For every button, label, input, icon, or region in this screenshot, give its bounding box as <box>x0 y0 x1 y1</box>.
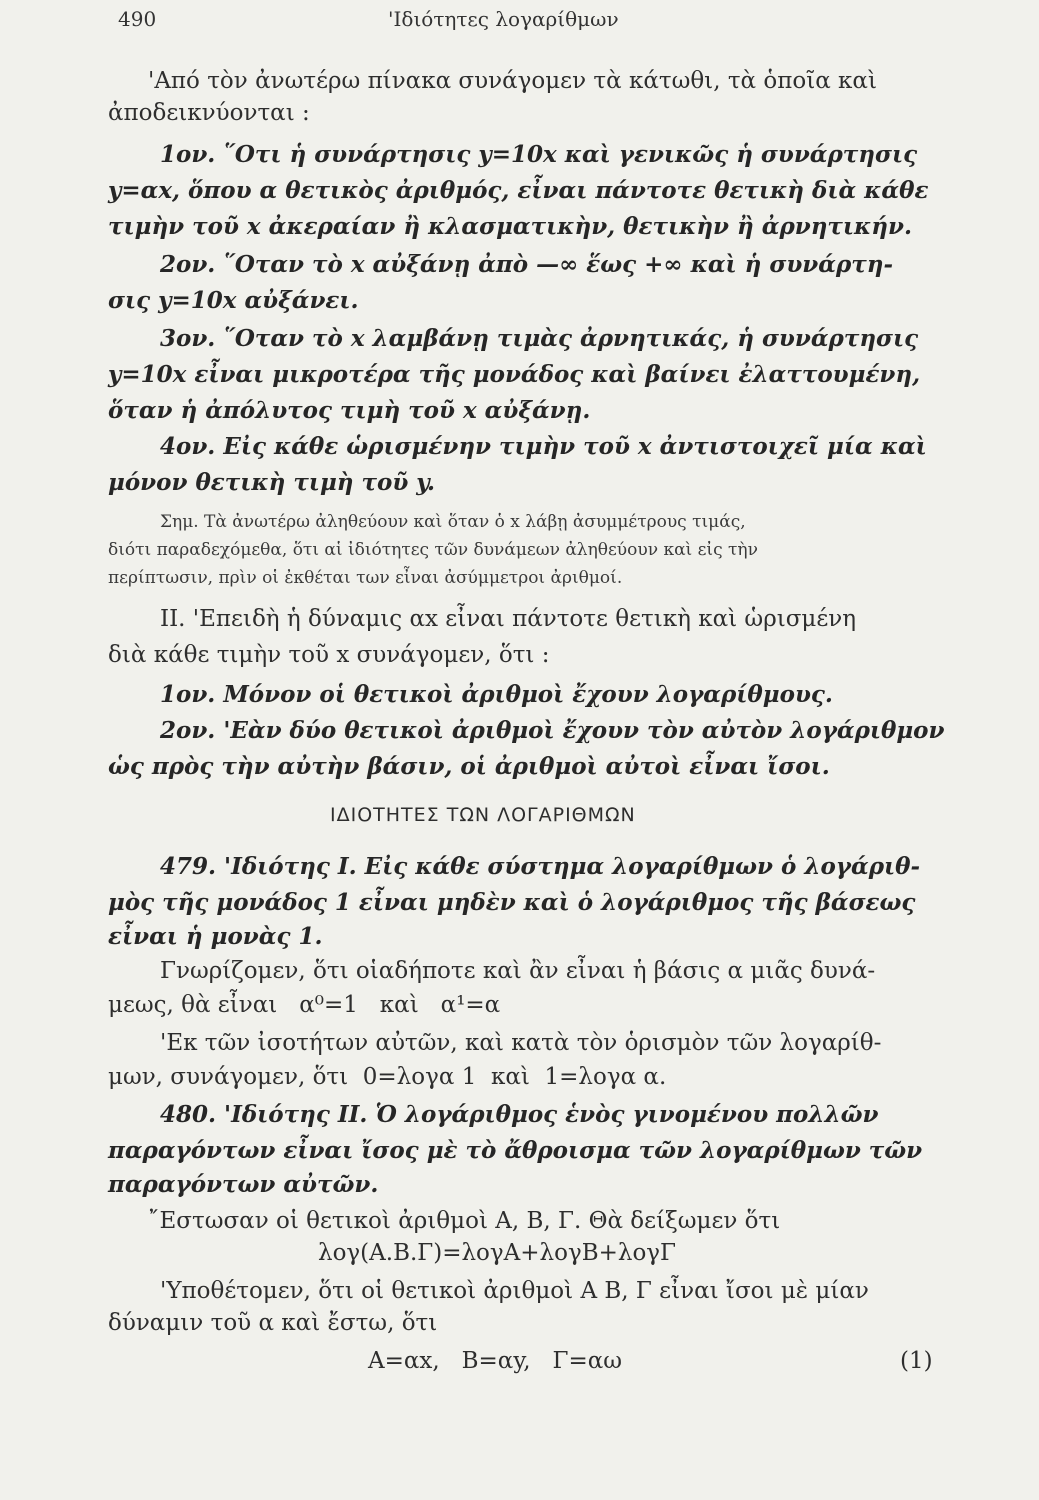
section-2-line-1: II. 'Επειδὴ ἡ δύναμις αx εἶναι πάντοτε θετικὴ καὶ ὡρισμένη <box>160 606 857 632</box>
item-4-line-2: μόνον θετικὴ τιμὴ τοῦ y. <box>108 469 436 496</box>
property-480-line-3: παραγόντων αὐτῶν. <box>108 1171 379 1198</box>
page-number: 490 <box>118 7 157 31</box>
property-480-line-1: 480. 'Ιδιότης II. Ὁ λογάριθμος ἑνὸς γινομένου πολλῶν <box>160 1101 879 1128</box>
section-heading: ΙΔΙΟΤΗΤΕΣ ΤΩΝ ΛΟΓΑΡΙΘΜΩΝ <box>330 804 636 826</box>
property-480-proof-line-3: δύναμιν τοῦ α καὶ ἔστω, ὅτι <box>108 1310 438 1336</box>
running-title: 'Ιδιότητες λογαρίθμων <box>388 7 619 31</box>
item-3-line-3: ὅταν ἡ ἀπόλυτος τιμὴ τοῦ x αὐξάνῃ. <box>108 397 591 424</box>
item-1-line-1: 1ον. ῞Οτι ἡ συνάρτησις y=10x καὶ γενικῶς ἡ συνάρτησις <box>160 141 918 168</box>
property-480-formula: λογ(Α.Β.Γ)=λογΑ+λογΒ+λογΓ <box>318 1240 677 1266</box>
property-479-proof-line-4: μων, συνάγομεν, ὅτι 0=λογα 1 καὶ 1=λογα α. <box>108 1064 667 1090</box>
item-4-line-1: 4ον. Εἰς κάθε ὡρισμένην τιμὴν τοῦ x ἀντιστοιχεῖ μία καὶ <box>160 433 927 460</box>
property-479-line-2: μὸς τῆς μονάδος 1 εἶναι μηδὲν καὶ ὁ λογάριθμος τῆς βάσεως <box>108 889 916 916</box>
note-line-3: περίπτωσιν, πρὶν οἱ ἐκθέται των εἶναι ἀσύμμετροι ἀριθμοί. <box>108 568 623 588</box>
item-2-line-1: 2ον. ῞Οταν τὸ x αὐξάνῃ ἀπὸ —∞ ἕως +∞ καὶ ἡ συνάρτη- <box>160 251 894 278</box>
property-479-line-1: 479. 'Ιδιότης I. Εἰς κάθε σύστημα λογαρίθμων ὁ λογάριθ- <box>160 853 920 880</box>
section-2-consequence-1: 1ον. Μόνον οἱ θετικοὶ ἀριθμοὶ ἔχουν λογαρίθμους. <box>160 681 833 708</box>
item-3-line-2: y=10x εἶναι μικροτέρα τῆς μονάδος καὶ βαίνει ἐλαττουμένη, <box>108 361 921 388</box>
property-479-proof-line-1: Γνωρίζομεν, ὅτι οἱαδήποτε καὶ ἂν εἶναι ἡ βάσις α μιᾶς δυνά- <box>160 958 876 984</box>
item-3-line-1: 3ον. ῞Οταν τὸ x λαμβάνῃ τιμὰς ἀρνητικάς, ἡ συνάρτησις <box>160 325 919 352</box>
property-479-proof-line-3: 'Εκ τῶν ἰσοτήτων αὐτῶν, καὶ κατὰ τὸν ὁρισμὸν τῶν λογαρίθ- <box>160 1030 882 1056</box>
intro-line-2: ἀποδεικνύονται : <box>108 100 310 126</box>
section-2-consequence-2-line-2: ὡς πρὸς τὴν αὐτὴν βάσιν, οἱ ἀριθμοὶ αὐτοὶ εἶναι ἴσοι. <box>108 753 830 780</box>
property-479-line-3: εἶναι ἡ μονὰς 1. <box>108 923 323 950</box>
section-2-consequence-2-line-1: 2ον. 'Εὰν δύο θετικοὶ ἀριθμοὶ ἔχουν τὸν αὐτὸν λογάριθμον <box>160 717 945 744</box>
section-2-line-2: διὰ κάθε τιμὴν τοῦ x συνάγομεν, ὅτι : <box>108 642 550 668</box>
intro-line-1: 'Από τὸν ἀνωτέρω πίνακα συνάγομεν τὰ κάτωθι, τὰ ὁποῖα καὶ <box>148 68 877 94</box>
item-1-line-3: τιμὴν τοῦ x ἀκεραίαν ἢ κλασματικὴν, θετικὴν ἢ ἀρνητικήν. <box>108 213 912 240</box>
note-line-2: διότι παραδεχόμεθα, ὅτι αἱ ἰδιότητες τῶν δυνάμεων ἀληθεύουν καὶ εἰς τὴν <box>108 540 758 560</box>
property-480-proof-line-2: 'Υποθέτομεν, ὅτι οἱ θετικοὶ ἀριθμοὶ Α Β, Γ εἶναι ἴσοι μὲ μίαν <box>160 1278 869 1304</box>
item-1-line-2: y=αx, ὅπου α θετικὸς ἀριθμός, εἶναι πάντοτε θετικὴ διὰ κάθε <box>108 177 929 204</box>
property-480-proof-line-1: ῎Εστωσαν οἱ θετικοὶ ἀριθμοὶ Α, Β, Γ. Θὰ δείξωμεν ὅτι <box>148 1208 781 1234</box>
property-480-equation: Α=αx, Β=αy, Γ=αω <box>368 1348 623 1374</box>
item-2-line-2: σις y=10x αὐξάνει. <box>108 287 359 314</box>
equation-number: (1) <box>900 1348 933 1374</box>
property-479-proof-line-2: μεως, θὰ εἶναι α⁰=1 καὶ α¹=α <box>108 992 501 1018</box>
note-line-1: Σημ. Τὰ ἀνωτέρω ἀληθεύουν καὶ ὅταν ὁ x λάβῃ ἀσυμμέτρους τιμάς, <box>160 512 746 532</box>
property-480-line-2: παραγόντων εἶναι ἴσος μὲ τὸ ἄθροισμα τῶν λογαρίθμων τῶν <box>108 1137 923 1164</box>
